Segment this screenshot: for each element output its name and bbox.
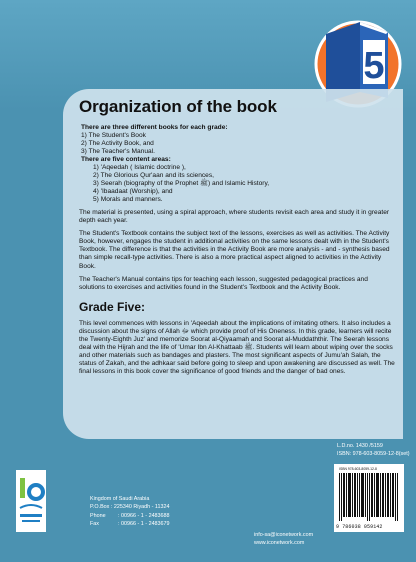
content-areas-list bbox=[93, 164, 395, 204]
area-item: 1) 'Aqeedah ( Islamic doctrine ), bbox=[93, 164, 186, 171]
content-panel bbox=[63, 89, 403, 439]
isbn-set: ISBN: 978-603-8059-12-8(set) bbox=[337, 451, 410, 458]
area-item: 4) 'Ibaadaat (Worship), and bbox=[93, 188, 173, 195]
area-item: 2) The Glorious Qur'aan and its sciences, bbox=[93, 172, 214, 179]
email-link[interactable]: info-sa@iconetwork.com bbox=[254, 532, 314, 538]
po-box: P.O.Box : 225340 Riyadh - 11324 bbox=[90, 504, 170, 511]
barcode bbox=[334, 464, 404, 532]
area-item: 3) Seerah (biography of the Prophet ﷺ) and Islamic History, bbox=[93, 180, 270, 187]
publisher-address bbox=[90, 495, 170, 529]
grade-heading: Grade Five: bbox=[79, 299, 146, 314]
books-lead: There are three different books for each grade: bbox=[81, 124, 228, 131]
website-link[interactable]: www.iconetwork.com bbox=[254, 540, 305, 547]
barcode-isbn: ISBN 978-603-8059-12-8 bbox=[339, 467, 377, 471]
book-item: 2) The Activity Book, and bbox=[81, 140, 154, 147]
book-item: 1) The Student's Book bbox=[81, 132, 146, 139]
ld-number: L.D.no. 1430 /5159 bbox=[337, 443, 383, 449]
paragraph-spiral: The material is presented, using a spiral approach, where students revisit each area and study it in greater depth each year. bbox=[79, 209, 390, 225]
fax-number: : 00966 - 1 - 2483679 bbox=[118, 521, 170, 528]
country: Kingdom of Saudi Arabia bbox=[90, 496, 150, 502]
paragraph-textbook: The Student's Textbook contains the subject text of the lessons, exercises as well as activities. The Activity Book, however, engages the student in additional activities on the same lessons dealt with in the Student's Textbook. The difference is that the activities in the Activity Book are more analysis - and - synthesis based than simple recall-type activities. There is also a more practical aspect aligned to activities in the Activity Book. bbox=[79, 230, 390, 270]
books-section bbox=[81, 124, 395, 164]
phone-row bbox=[90, 512, 170, 520]
paragraph-manual: The Teacher's Manual contains tips for teaching each lesson, suggested pedagogical practices and solutions to exercises and activities found in the Student's Textbook and the Activity Book. bbox=[79, 275, 368, 291]
barcode-bars-icon bbox=[339, 473, 399, 521]
barcode-digits: 9 786038 059142 bbox=[336, 524, 383, 530]
publisher-logo-icon bbox=[12, 470, 50, 532]
publisher-contact bbox=[254, 531, 313, 548]
paragraph-grade-five: This level commences with lessons in 'Aqeedah about the implications of imitating others. It also includes a discussion about the signs of Allah ﷻ which provide proof of His Oneness. In this grade, learners will recite the Twenty-Eighth Juz' and memorize Soorat al-Qiyaamah and Soorat al-Muddaththir. The Seerah lessons deal with the Hijrah and the life of 'Umar Ibn Al-Khattaab ﷺ. Students will learn about wiping over the socks and other materials such as bandages and plasters. The most significant aspects of Jumu'ah Salah, the status of Zakah, and the adhkaar said before going to sleep and upon awakening are discussed as well. The final lessons in this book cover the significance of good friends and the danger of bad ones. bbox=[79, 319, 395, 376]
legal-deposit bbox=[337, 442, 410, 459]
grade-number: 5 bbox=[363, 45, 385, 87]
area-item: 5) Morals and manners. bbox=[93, 196, 163, 203]
fax-row bbox=[90, 520, 170, 528]
book-item: 3) The Teacher's Manual. bbox=[81, 148, 155, 155]
areas-lead: There are five content areas: bbox=[81, 156, 171, 163]
phone-label: Phone bbox=[90, 512, 106, 519]
page-title: Organization of the book bbox=[79, 97, 277, 116]
phone-number: : 00966 - 1 - 2483688 bbox=[118, 512, 170, 519]
fax-label: Fax bbox=[90, 521, 99, 528]
